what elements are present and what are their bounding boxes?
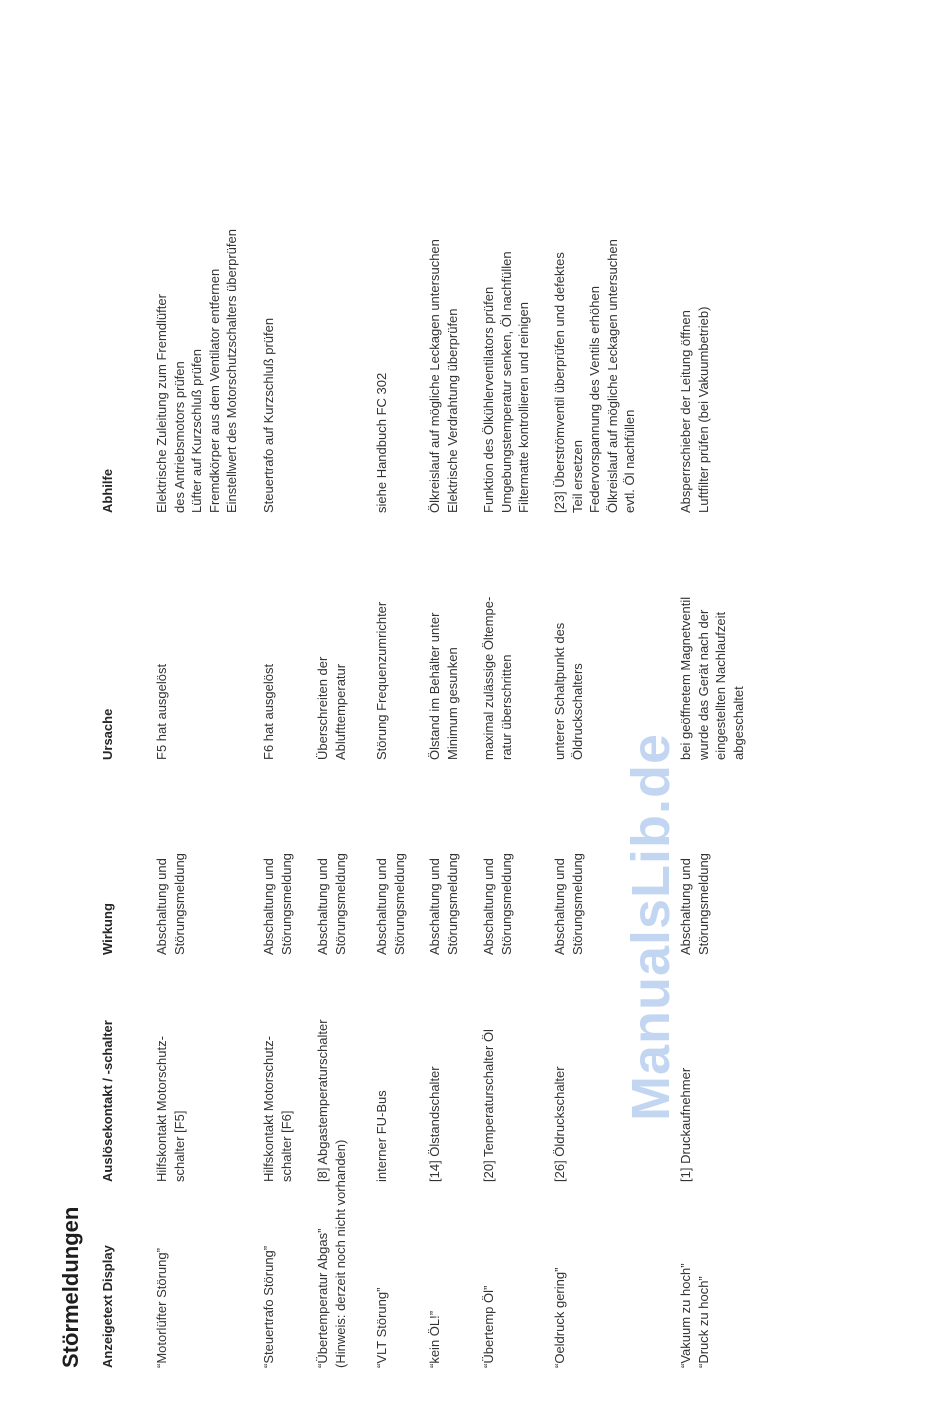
cell-line: Abschaltung und <box>315 858 330 955</box>
cell-remedy <box>677 307 712 513</box>
cell-remedy <box>260 318 278 513</box>
cell-line: Filtermatte kontrollieren und reinigen <box>516 302 531 513</box>
cell-remedy <box>153 229 241 513</box>
cell-line: Hilfskontakt Motorschutz- <box>261 1036 276 1182</box>
cell-line: Störungsmeldung <box>444 853 460 955</box>
cell-line: “Motorlüfter Störung” <box>154 1248 169 1368</box>
cell-line: Abschaltung und <box>374 858 389 955</box>
cell-line: evtl. Öl nachfüllen <box>622 409 637 513</box>
cell-line: Teil ersetzen <box>569 440 585 513</box>
cell-line: “kein ÖL!” <box>427 1310 442 1368</box>
cell-line: Störungsmeldung <box>391 853 407 955</box>
cell-line: Absperrschieber der Leitung öffnen <box>678 310 693 513</box>
cell-line: [26] Öldruckschalter <box>552 1066 567 1182</box>
cell-line: bei geöffnetem Magnetventil <box>678 596 693 760</box>
cell-line: Abschaltung und <box>427 858 442 955</box>
cell-line: siehe Handbuch FC 302 <box>374 372 389 513</box>
cell-line: Störungsmeldung <box>695 853 711 955</box>
cell-line: “Druck zu hoch” <box>695 1276 711 1368</box>
header-contact: Auslösekontakt / -schalter <box>100 1020 115 1182</box>
cell-line: “Oeldruck gering” <box>552 1267 567 1368</box>
cell-remedy <box>551 239 639 513</box>
cell-effect <box>153 853 188 955</box>
header-remedy: Abhilfe <box>100 468 115 513</box>
cell-line: Ölkreislauf auf mögliche Leckagen untersuchen <box>427 239 442 513</box>
cell-effect <box>373 853 408 955</box>
cell-line: Federvorspannung des Ventils erhöhen <box>587 286 602 513</box>
cell-line: “Übertemperatur Abgas” <box>315 1228 330 1368</box>
cell-display <box>260 1246 278 1368</box>
cell-line: abgeschaltet <box>730 686 746 760</box>
cell-cause <box>373 602 391 760</box>
cell-line: Steuertrafo auf Kurzschluß prüfen <box>261 317 276 513</box>
cell-contact <box>373 1090 391 1182</box>
cell-remedy <box>373 373 391 513</box>
cell-line: Umgebungstemperatur senken, Öl nachfüllen <box>498 251 514 513</box>
cell-line: (Hinweis: derzeit noch nicht vorhanden) <box>332 1139 348 1368</box>
cell-cause <box>314 657 349 760</box>
cell-cause <box>426 613 461 760</box>
cell-contact <box>551 1066 569 1182</box>
cell-line: wurde das Gerät nach der <box>695 609 711 760</box>
cell-display <box>677 1263 712 1368</box>
cell-line: [14] Ölstandschalter <box>427 1066 442 1182</box>
cell-line: Störung Frequenzumrichter <box>374 601 389 760</box>
cell-effect <box>480 853 515 955</box>
cell-line: [23] Überströmventil überprüfen und defektes <box>552 252 567 513</box>
cell-line: [1] Druckaufnehmer <box>678 1067 693 1182</box>
cell-display <box>373 1288 391 1368</box>
cell-line: F6 hat ausgelöst <box>261 663 276 760</box>
cell-line: [8] Abgastemperaturschalter <box>315 1019 330 1182</box>
cell-line: Abschaltung und <box>154 858 169 955</box>
cell-cause <box>153 664 171 760</box>
page-title: Störmeldungen <box>58 1206 83 1368</box>
cell-line: [20] Temperaturschalter Öl <box>481 1029 496 1182</box>
cell-line: Abschaltung und <box>261 858 276 955</box>
cell-line: Funktion des Ölkühlerventilators prüfen <box>481 286 496 513</box>
cell-line: des Antriebsmotors prüfen <box>171 361 187 513</box>
cell-line: Ablufttemperatur <box>332 663 348 760</box>
cell-line: Störungsmeldung <box>498 853 514 955</box>
cell-effect <box>677 853 712 955</box>
cell-display <box>551 1268 569 1368</box>
cell-line: Störungsmeldung <box>332 853 348 955</box>
cell-line: Hilfskontakt Motorschutz- <box>154 1036 169 1182</box>
cell-contact <box>426 1066 444 1182</box>
cell-line: Überschreiten der <box>315 656 330 760</box>
cell-line: “VLT Störung” <box>374 1287 389 1368</box>
cell-line: unterer Schaltpunkt des <box>552 622 567 760</box>
cell-line: Luftfilter prüfen (bei Vakuumbetrieb) <box>695 306 711 513</box>
cell-line: Abschaltung und <box>481 858 496 955</box>
cell-line: Elektrische Verdrahtung überprüfen <box>444 308 460 513</box>
header-display: Anzeigetext Display <box>100 1245 115 1368</box>
cell-display <box>426 1311 444 1368</box>
cell-line: interner FU-Bus <box>374 1090 389 1182</box>
cell-line: schalter [F6] <box>278 1110 294 1182</box>
cell-cause <box>551 623 586 760</box>
cell-line: F5 hat ausgelöst <box>154 663 169 760</box>
cell-line: Einstellwert des Motorschutzschalters überprüfen <box>224 229 239 513</box>
cell-display <box>153 1248 171 1368</box>
cell-contact <box>314 1019 332 1182</box>
cell-line: Öldruckschalters <box>569 663 585 760</box>
cell-effect <box>314 853 349 955</box>
cell-effect <box>426 853 461 955</box>
cell-line: maximal zulässige Öltempe- <box>481 596 496 760</box>
cell-effect <box>260 853 295 955</box>
cell-cause <box>260 664 278 760</box>
cell-line: “Vakuum zu hoch” <box>678 1263 693 1368</box>
cell-display <box>480 1286 498 1368</box>
cell-line: Ölkreislauf auf mögliche Leckagen untersuchen <box>604 239 620 513</box>
watermark: ManualsLib.de <box>621 732 681 1121</box>
cell-effect <box>551 853 586 955</box>
cell-line: Störungsmeldung <box>569 853 585 955</box>
cell-contact <box>260 1036 295 1182</box>
cell-line: “Steuertrafo Störung” <box>261 1245 276 1368</box>
cell-remedy <box>426 239 461 513</box>
cell-line: Lüfter auf Kurzschluß prüfen <box>189 348 204 513</box>
cell-cause <box>480 597 515 760</box>
header-cause: Ursache <box>100 708 115 760</box>
cell-line: Abschaltung und <box>678 858 693 955</box>
cell-line: “Übertemp Öl” <box>481 1285 496 1368</box>
cell-line: Störungsmeldung <box>278 853 294 955</box>
cell-line: Minimum gesunken <box>444 647 460 760</box>
cell-remedy <box>480 251 533 513</box>
cell-cause <box>677 597 747 760</box>
header-effect: Wirkung <box>100 903 115 955</box>
cell-line: Elektrische Zuleitung zum Fremdlüfter <box>154 294 169 513</box>
cell-line: ratur überschritten <box>498 654 514 760</box>
cell-line: Abschaltung und <box>552 858 567 955</box>
cell-contact <box>153 1036 188 1182</box>
cell-line: Störungsmeldung <box>171 853 187 955</box>
cell-line: schalter [F5] <box>171 1110 187 1182</box>
cell-contact <box>480 1029 498 1182</box>
cell-line: Fremdkörper aus dem Ventilator entfernen <box>206 268 222 513</box>
cell-line: Ölstand im Behälter unter <box>427 612 442 760</box>
cell-line: eingestellten Nachlaufzeit <box>713 611 728 760</box>
